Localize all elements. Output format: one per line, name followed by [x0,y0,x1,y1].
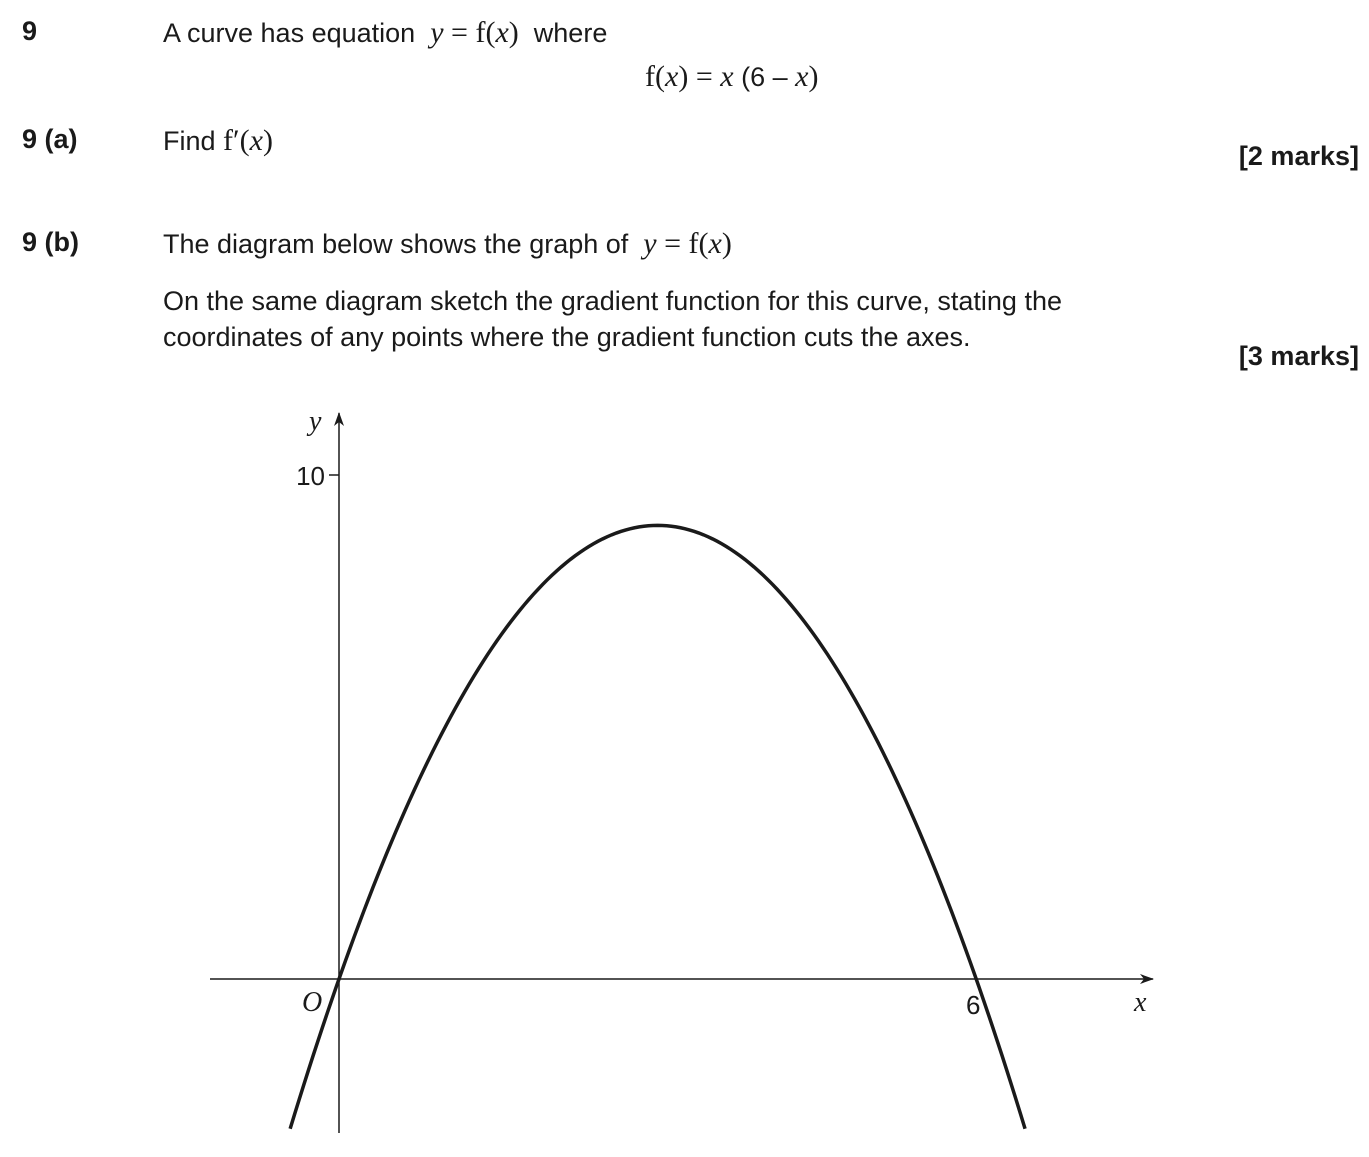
origin-label: O [302,987,323,1018]
part-b-equation: y = f(x) [643,227,732,260]
derivative-expression: f′(x) [223,124,273,157]
curve-y-equals-fx [290,525,1025,1128]
part-b-text-line3: coordinates of any points where the gradient function cuts the axes. [163,322,971,352]
intro-suffix: where [533,18,608,48]
y-tick-label: 10 [296,461,325,491]
part-b-text-line2: On the same diagram sketch the gradient function for this curve, stating the [163,286,1062,316]
part-b-text-line1: The diagram below shows the graph of y = f(x) [163,227,732,260]
intro-text: A curve has equation [163,18,416,48]
part-a-text: Find f′(x) [163,124,273,157]
y-axis-label: y [309,406,322,437]
part-b-marks: [3 marks] [1238,341,1359,371]
part-a-marks: [2 marks] [1238,141,1359,171]
x-tick-label: 6 [965,990,981,1020]
question-number: 9 [22,16,38,46]
part-a-label: 9 (a) [22,124,78,154]
part-b-label: 9 (b) [22,227,79,257]
intro-equation: y = f(x) [430,16,519,49]
x-axis-label: x [1134,987,1147,1018]
function-definition: f(x) = x (6 – x) [645,60,819,93]
